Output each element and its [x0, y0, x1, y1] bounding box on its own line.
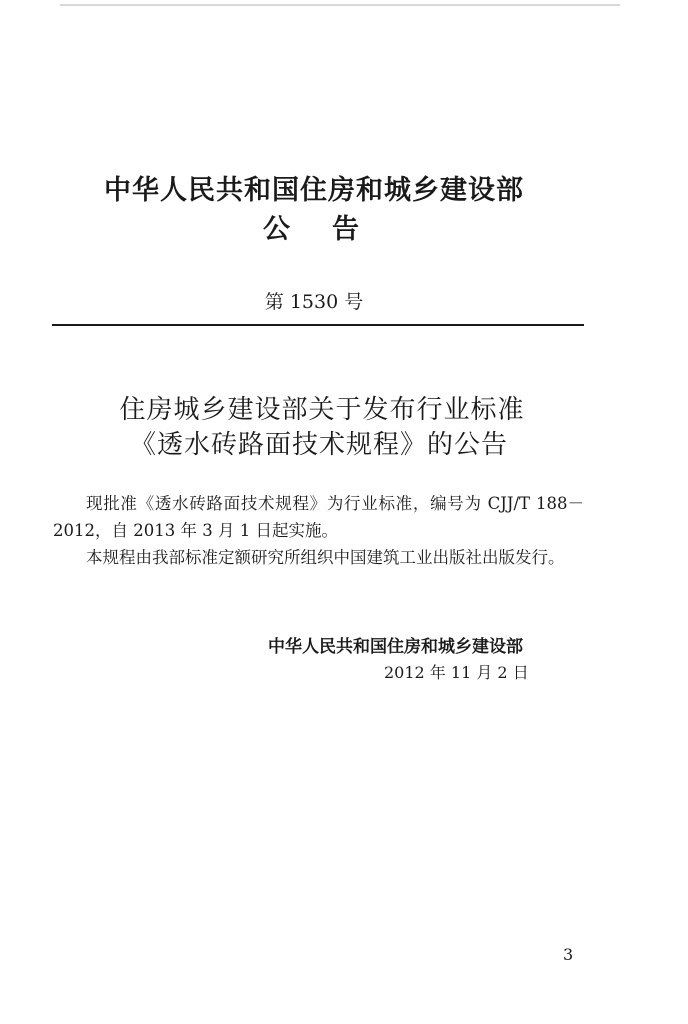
page-number: 3	[563, 945, 574, 964]
announcement-title-line-2: 《透水砖路面技术规程》的公告	[129, 430, 508, 460]
signature-date: 2012 年 11 月 2 日	[384, 663, 529, 682]
signature-issuer: 中华人民共和国住房和城乡建设部	[268, 637, 523, 657]
header-divider	[52, 324, 584, 326]
announcement-body	[53, 490, 584, 571]
scan-edge-line	[60, 4, 620, 6]
announcement-title-line-1: 住房城乡建设部关于发布行业标准	[119, 395, 525, 425]
body-paragraph-approval: 现批准《透水砖路面技术规程》为行业标准，编号为 CJJ/T 188－2012，自 2013 年 3 月 1 日起实施。	[53, 494, 584, 540]
doc-number: 第 1530 号	[264, 291, 364, 313]
issuer-heading: 中华人民共和国住房和城乡建设部	[104, 175, 524, 206]
body-paragraph-publishing: 本规程由我部标准定额研究所组织中国建筑工业出版社出版发行。	[86, 548, 565, 567]
doc-type-heading: 公告	[263, 214, 401, 245]
